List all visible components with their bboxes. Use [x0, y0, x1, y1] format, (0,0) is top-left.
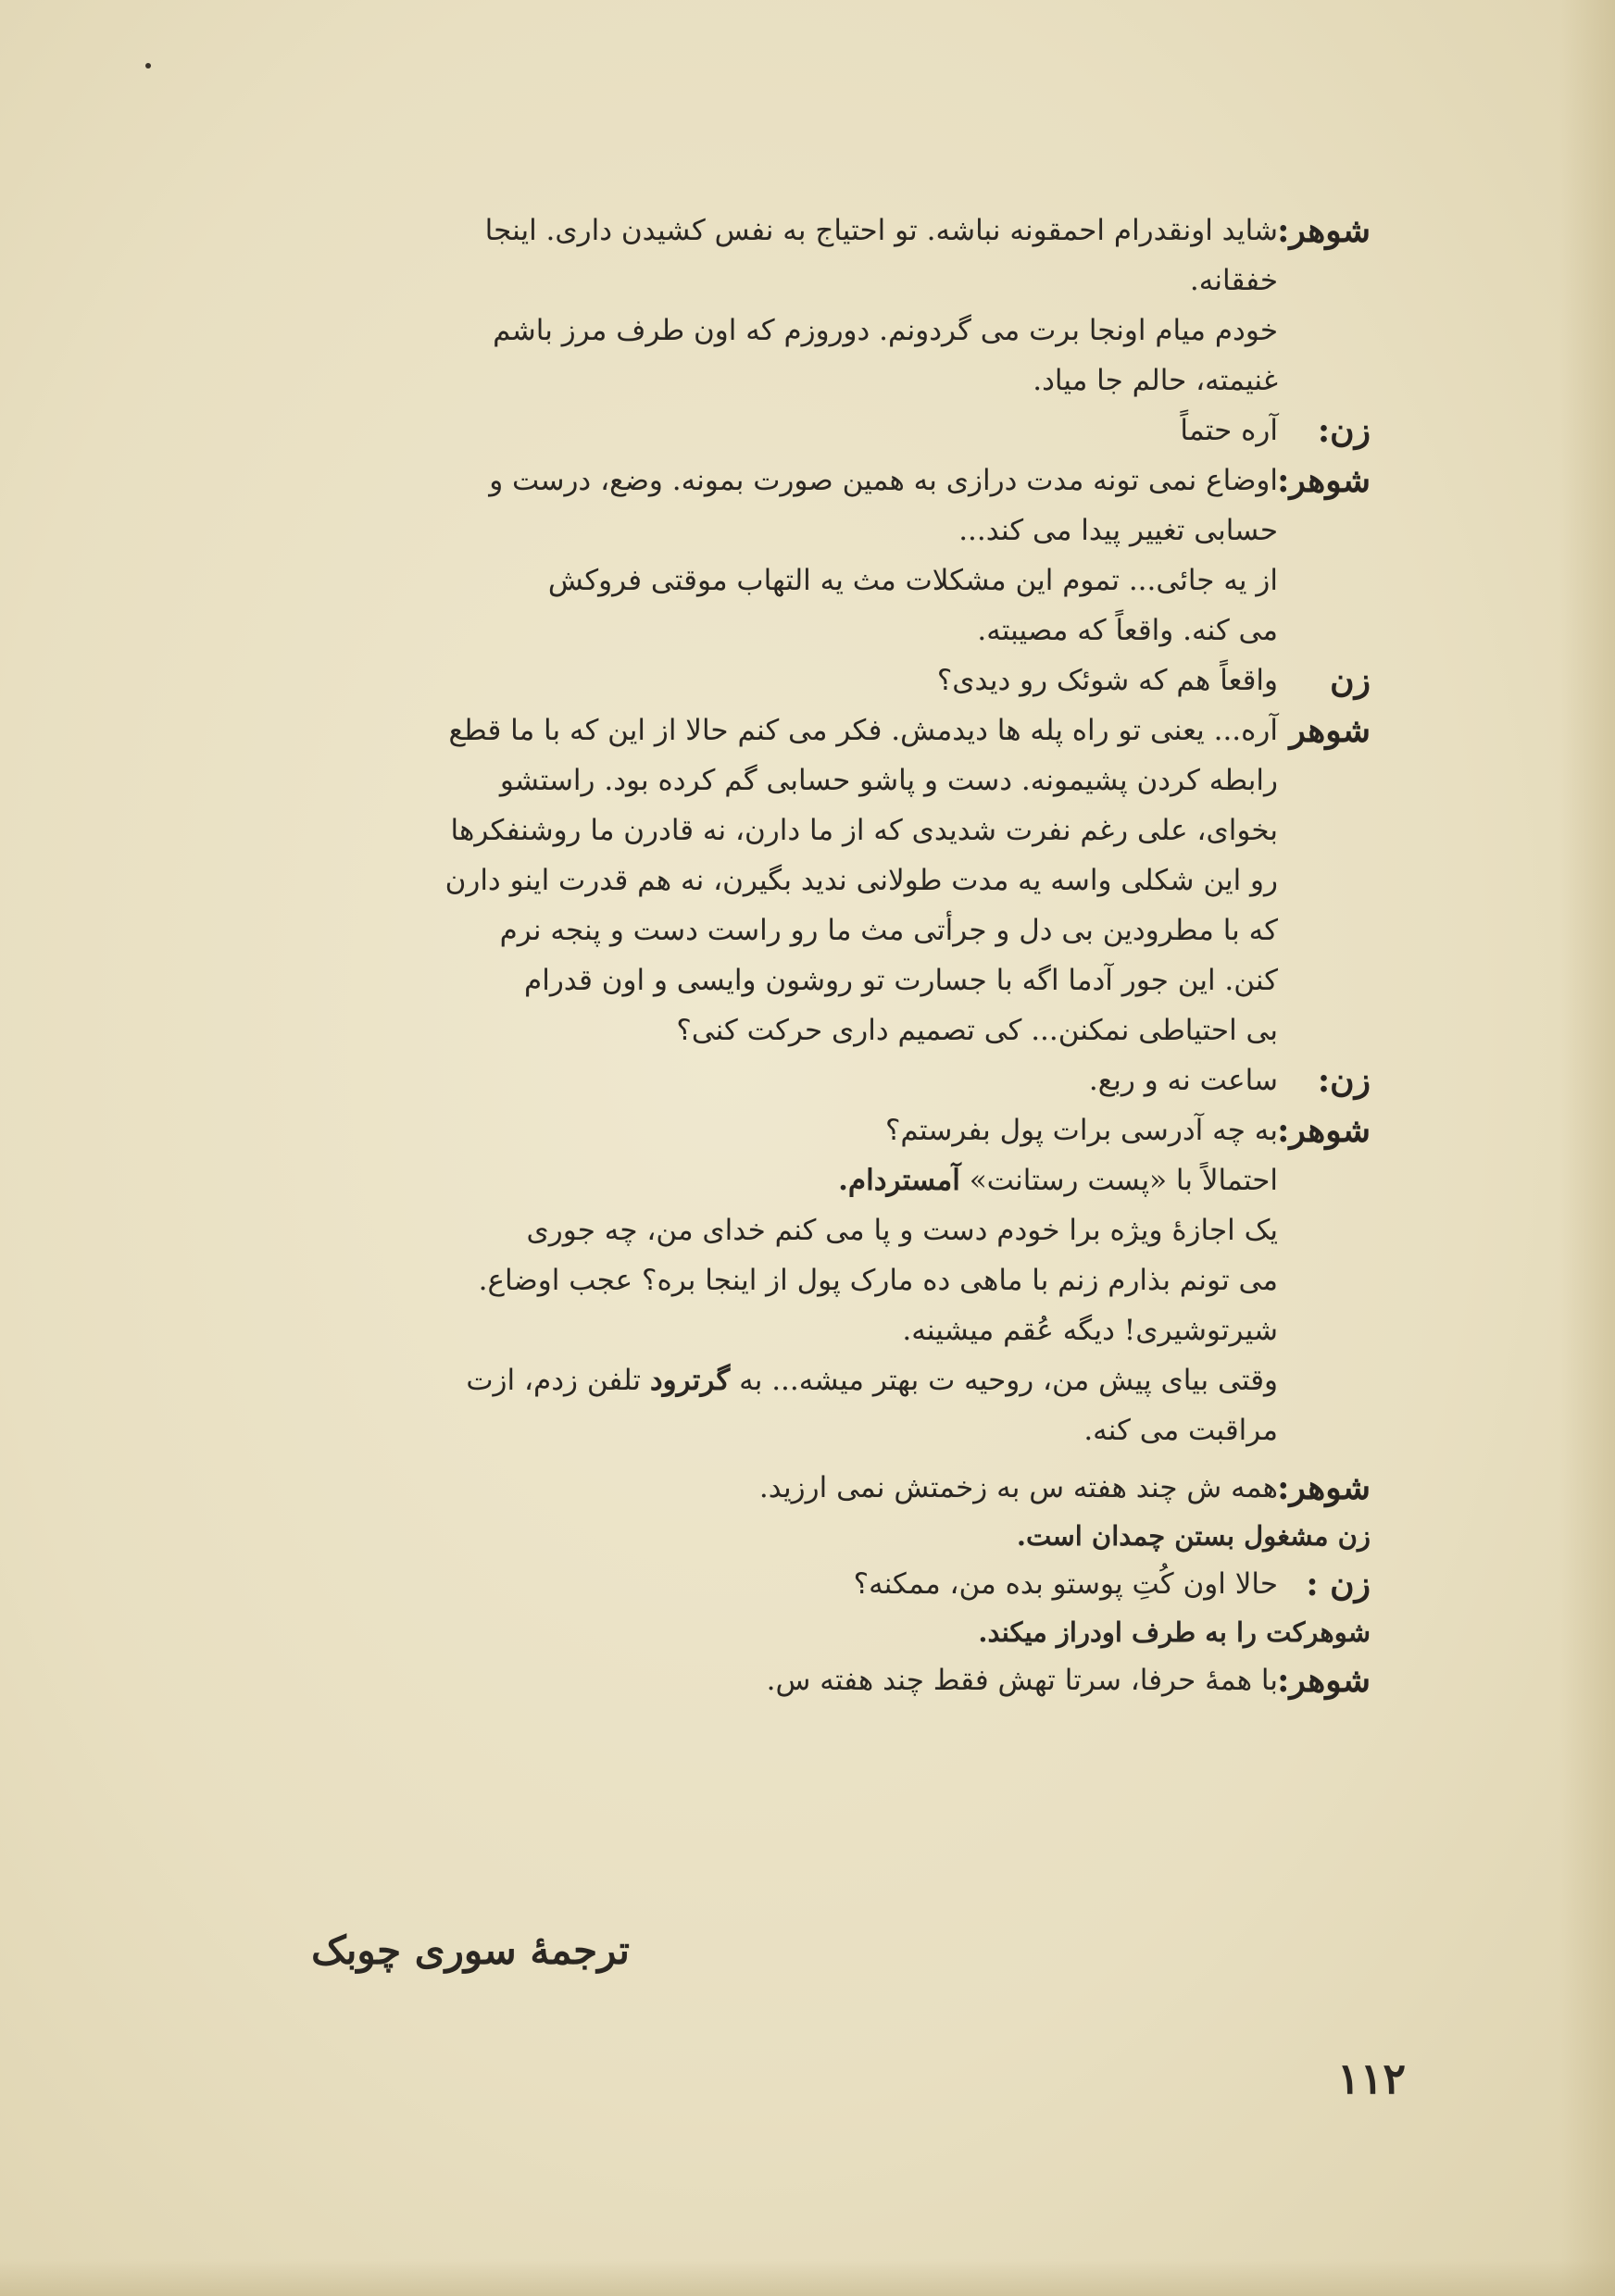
- speech-body: [296, 406, 1278, 455]
- speech-line: شیرتوشیری! دیگه عُقم میشینه.: [902, 1314, 1278, 1347]
- page-bottom-shadow: [0, 2259, 1615, 2296]
- speaker-label: زن :: [1306, 1565, 1371, 1603]
- speech-body: [296, 1105, 1278, 1455]
- place-name: آمستردام.: [838, 1164, 960, 1197]
- speech-body: [296, 705, 1278, 1055]
- dialogue-row: [296, 655, 1371, 705]
- speaker-label: شوهر:: [1277, 1661, 1371, 1700]
- dialogue-block: [296, 206, 1371, 1705]
- speech-body: [296, 1559, 1278, 1609]
- speech-line: اوضاع نمی تونه مدت درازی به همین صورت بمونه. وضع، درست و: [489, 464, 1278, 497]
- speech-line: که با مطرودین بی دل و جرأتی مث ما رو راست دست و پنجه نرم: [499, 914, 1278, 947]
- speaker-label: شوهر:: [1277, 1468, 1371, 1507]
- speech-line: حالا اون کُتِ پوستو بده من، ممکنه؟: [853, 1567, 1278, 1601]
- speech-line: یک اجازهٔ ویژه برا خودم دست و پا می کنم خدای من، چه جوری: [526, 1214, 1278, 1247]
- dialogue-row: [296, 1655, 1371, 1705]
- speech-body: [296, 1655, 1278, 1705]
- speech-line: از یه جائی... تموم این مشکلات مث یه التهاب موقتی فروکش: [547, 564, 1278, 597]
- page-number: ۱۱۲: [1337, 2053, 1407, 2103]
- speech-line: به چه آدرسی برات پول بفرستم؟: [884, 1114, 1278, 1147]
- speaker-label: شوهر: [1289, 711, 1371, 750]
- speech-line: همه ش چند هفته س به زخمتش نمی ارزید.: [758, 1471, 1278, 1504]
- speech-body: [296, 655, 1278, 705]
- speech-line: خودم میام اونجا برت می گردونم. دوروزم که اون طرف مرز باشم: [493, 314, 1278, 347]
- speech-body: [296, 1055, 1278, 1105]
- speech-body: [296, 1463, 1278, 1513]
- speaker-label: شوهر:: [1277, 1111, 1371, 1150]
- speech-line: رو این شکلی واسه یه مدت طولانی ندید بگیرن، نه هم قدرت اینو دارن: [444, 864, 1278, 897]
- speaker-label: زن:: [1317, 411, 1371, 450]
- speech-fragment: وقتی بیای پیش من، روحیه ت بهتر میشه... به: [730, 1364, 1278, 1397]
- speech-line: بخوای، علی رغم نفرت شدیدی که از ما دارن، نه قادرن ما روشنفکرها: [450, 814, 1278, 847]
- speech-line: حسابی تغییر پیدا می کند...: [958, 514, 1278, 547]
- speech-line: آره... یعنی تو راه پله ها دیدمش. فکر می کنم حالا از این که با ما قطع: [448, 714, 1278, 747]
- speaker-label: زن:: [1317, 1061, 1371, 1100]
- speech-fragment: احتمالاً با «پست رستانت»: [959, 1164, 1278, 1197]
- page-edge-shadow: [1559, 0, 1615, 2296]
- dialogue-row: [296, 206, 1371, 406]
- speaker-label: شوهر:: [1277, 461, 1371, 500]
- speech-line: مراقبت می کنه.: [1083, 1414, 1278, 1447]
- stage-direction: شوهرکت را به طرف اودراز میکند.: [978, 1616, 1371, 1648]
- speech-line: خفقانه.: [1189, 264, 1278, 297]
- dialogue-row: [296, 1055, 1371, 1105]
- speech-line: غنیمته، حالم جا میاد.: [1033, 364, 1278, 397]
- dialogue-row: [296, 705, 1371, 1055]
- stage-direction: زن مشغول بستن چمدان است.: [1016, 1520, 1371, 1552]
- dialogue-row: [296, 1105, 1371, 1455]
- speaker-label: شوهر:: [1277, 211, 1371, 250]
- speech-body: [296, 455, 1278, 655]
- speech-line: رابطه کردن پشیمونه. دست و پاشو حسابی گم کرده بود. راستشو: [499, 764, 1278, 797]
- person-name: گرترود: [649, 1364, 731, 1397]
- dialogue-row: [296, 1463, 1371, 1513]
- speech-line: ساعت نه و ربع.: [1088, 1064, 1278, 1097]
- dialogue-row: [296, 455, 1371, 655]
- speech-line: [296, 1155, 1278, 1205]
- ink-dot: [145, 63, 151, 69]
- speech-line: [296, 1355, 1278, 1405]
- speaker-label: زن: [1330, 661, 1371, 700]
- speech-line: با همهٔ حرفا، سرتا تهش فقط چند هفته س.: [766, 1664, 1278, 1697]
- speech-line: کنن. این جور آدما اگه با جسارت تو روشون وایسی و اون قدرام: [524, 964, 1278, 997]
- translator-credit: ترجمهٔ سوری چوبک: [311, 1928, 630, 1973]
- speech-line: می کنه. واقعاً که مصیبته.: [977, 614, 1278, 647]
- dialogue-row: [296, 406, 1371, 455]
- speech-line: واقعاً هم که شوئک رو دیدی؟: [936, 664, 1278, 697]
- speech-line: آره حتماً: [1180, 414, 1278, 447]
- speech-body: [296, 206, 1278, 406]
- speech-line: می تونم بذارم زنم با ماهی ده مارک پول از اینجا بره؟ عجب اوضاع.: [478, 1264, 1278, 1297]
- speech-fragment: تلفن زدم، ازت: [466, 1364, 650, 1397]
- dialogue-row: [296, 1559, 1371, 1609]
- speech-line: بی احتیاطی نمکنن... کی تصمیم داری حرکت کنی؟: [676, 1014, 1278, 1047]
- speech-line: شاید اونقدرام احمقونه نباشه. تو احتیاج به نفس کشیدن داری. اینجا: [484, 214, 1278, 247]
